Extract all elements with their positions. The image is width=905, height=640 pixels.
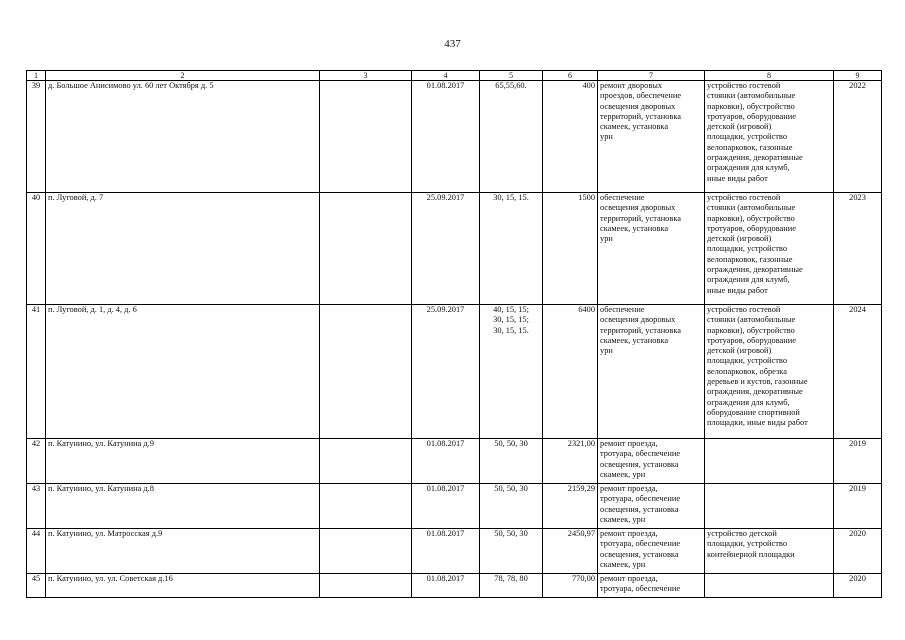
cell-vals: 50, 50, 30: [480, 529, 543, 574]
cell-year: 2024: [834, 305, 882, 439]
cell-date: 01.08.2017: [412, 484, 480, 529]
cell-work: ремонт проезда, тротуара, обеспечение освещения, установка скамеек, урн: [598, 529, 705, 574]
cell-c3: [320, 305, 412, 439]
header-cell: 3: [320, 71, 412, 81]
cell-extra: устройство гостевой стоянки (автомобильные парковки), обустройство тротуаров, оборудование детской (игровой) площадки, устройство велопарковок, обрезка деревьев и кустов, газонные ограждения, декоративные ограждения для клумб, оборудование спортивной площадки, иные виды работ: [705, 305, 834, 439]
cell-num: 2450,97: [543, 529, 598, 574]
cell-addr: п. Катунино, ул. Катунина д.8: [46, 484, 320, 529]
cell-work: ремонт проезда, тротуара, обеспечение освещения, установка скамеек, урн: [598, 484, 705, 529]
header-cell: 6: [543, 71, 598, 81]
cell-num: 770,00: [543, 574, 598, 598]
header-cell: 5: [480, 71, 543, 81]
cell-addr: п. Катунино, ул. Матросская д.9: [46, 529, 320, 574]
header-cell: 9: [834, 71, 882, 81]
cell-year: 2022: [834, 81, 882, 193]
cell-extra: устройство детской площадки, устройство контейнерной площадки: [705, 529, 834, 574]
table-row: [27, 305, 882, 439]
cell-year: 2020: [834, 529, 882, 574]
cell-n: 39: [27, 81, 46, 193]
cell-c3: [320, 484, 412, 529]
cell-vals: 50, 50, 30: [480, 484, 543, 529]
cell-c3: [320, 439, 412, 484]
cell-c3: [320, 529, 412, 574]
table-row: [27, 484, 882, 529]
cell-work: ремонт проезда, тротуара, обеспечение: [598, 574, 705, 598]
table-row: [27, 574, 882, 598]
cell-num: 2159,29: [543, 484, 598, 529]
cell-date: 01.08.2017: [412, 439, 480, 484]
cell-extra: [705, 574, 834, 598]
cell-date: 25.09.2017: [412, 193, 480, 305]
cell-work: обеспечение освещения дворовых территорий, установка скамеек, установка урн: [598, 305, 705, 439]
cell-year: 2023: [834, 193, 882, 305]
cell-extra: устройство гостевой стоянки (автомобильные парковки), обустройство тротуаров, оборудование детской (игровой) площадки, устройство велопарковок, газонные ограждения, декоративные ограждения для клумб, иные виды работ: [705, 193, 834, 305]
table-header-row: [27, 71, 882, 81]
cell-vals: 40, 15, 15; 30, 15, 15; 30, 15, 15.: [480, 305, 543, 439]
cell-num: 1500: [543, 193, 598, 305]
page-number: 437: [444, 38, 461, 50]
header-cell: 1: [27, 71, 46, 81]
cell-date: 25.09.2017: [412, 305, 480, 439]
cell-extra: [705, 439, 834, 484]
cell-extra: устройство гостевой стоянки (автомобильные парковки), обустройство тротуаров, оборудование детской (игровой) площадки, устройство велопарковок, газонные ограждения, декоративные ограждения для клумб, иные виды работ: [705, 81, 834, 193]
cell-n: 43: [27, 484, 46, 529]
header-cell: 8: [705, 71, 834, 81]
cell-n: 41: [27, 305, 46, 439]
header-cell: 2: [46, 71, 320, 81]
cell-addr: п. Луговой, д. 7: [46, 193, 320, 305]
cell-addr: д. Большое Анисимово ул. 60 лет Октября д. 5: [46, 81, 320, 193]
table-row: [27, 439, 882, 484]
cell-date: 01.08.2017: [412, 81, 480, 193]
cell-year: 2020: [834, 574, 882, 598]
cell-vals: 30, 15, 15.: [480, 193, 543, 305]
cell-n: 44: [27, 529, 46, 574]
cell-c3: [320, 574, 412, 598]
cell-vals: 78, 78, 80: [480, 574, 543, 598]
cell-vals: 65,55,60.: [480, 81, 543, 193]
cell-n: 45: [27, 574, 46, 598]
table-row: [27, 529, 882, 574]
cell-num: 400: [543, 81, 598, 193]
header-cell: 4: [412, 71, 480, 81]
table-row: [27, 81, 882, 193]
cell-work: ремонт проезда, тротуара, обеспечение освещения, установка скамеек, урн: [598, 439, 705, 484]
cell-addr: п. Катунино, ул. Катунина д.9: [46, 439, 320, 484]
cell-date: 01.08.2017: [412, 529, 480, 574]
cell-work: ремонт дворовых проездов, обеспечение освещения дворовых территорий, установка скамеек, установка урн: [598, 81, 705, 193]
cell-num: 2321,00: [543, 439, 598, 484]
cell-n: 40: [27, 193, 46, 305]
cell-year: 2019: [834, 439, 882, 484]
cell-year: 2019: [834, 484, 882, 529]
cell-extra: [705, 484, 834, 529]
cell-date: 01.08.2017: [412, 574, 480, 598]
header-cell: 7: [598, 71, 705, 81]
cell-c3: [320, 81, 412, 193]
cell-num: 6400: [543, 305, 598, 439]
cell-addr: п. Катунино, ул. ул. Советская д.16: [46, 574, 320, 598]
table-row: [27, 193, 882, 305]
cell-c3: [320, 193, 412, 305]
cell-vals: 50, 50, 30: [480, 439, 543, 484]
cell-addr: п. Луговой, д. 1, д. 4, д. 6: [46, 305, 320, 439]
cell-work: обеспечение освещения дворовых территорий, установка скамеек, установка урн: [598, 193, 705, 305]
cell-n: 42: [27, 439, 46, 484]
data-table: [26, 70, 882, 598]
